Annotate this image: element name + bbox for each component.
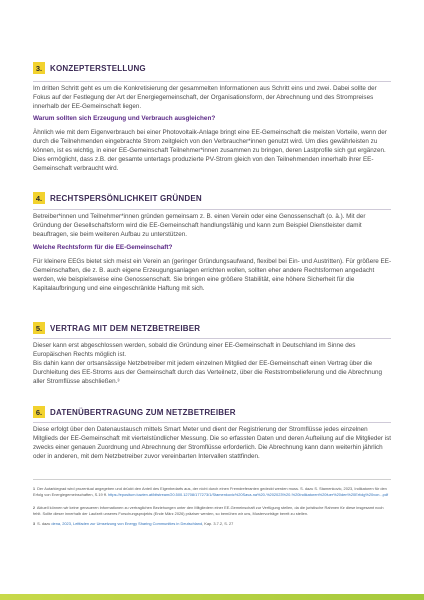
- footnote-divider: [33, 479, 391, 480]
- section-title: DATENÜBERTRAGUNG ZUM NETZBETREIBER: [50, 407, 236, 417]
- footnote-mark: 1: [33, 487, 35, 491]
- section-title: KONZEPTERSTELLUNG: [50, 63, 146, 73]
- section-question: Warum sollten sich Erzeugung und Verbrauch ausgleichen?: [33, 115, 216, 122]
- section-title: RECHTSPERSÖNLICHKEIT GRÜNDEN: [50, 193, 202, 203]
- footnote-text: S. dazu: [37, 521, 51, 526]
- footnote-text: Aktuell können wir keine genaueren Informationen zu vertraglichen Beziehungen unter den Mitgliedern einer EE-Gemeinschaft zur Verfügung stellen, da die juristische Rahmen für diese insgesamt noch fehlt. Sollte dieser innerhalb der Laufzeit unseres Forschungsprojekts (Ende März 2026) präziser werden, so bemühen wir uns, Mustervorträge bereit zu stellen.: [33, 505, 384, 517]
- section-paragraph: Betreiber*innen und Teilnehmer*innen gründen gemeinsam z. B. einen Verein oder eine Genossenschaft (o. ä.). Mit der Gründung der Gesellschaftsform wird die EE-Gemeinschaft handlungsfähig und kann zum Beispiel Dienstleister damit beauftragen, sie beim weiteren Aufbau zu unterstützen.: [33, 213, 366, 238]
- footnote-link[interactable]: https://epositum.tuwien.at/bitstream/20.500.12708/177273/1/Stamenkovic%20Sava-na%20-%202023%20-%20Indikatoren%20fuer%20den%20Erfolg%20von...pdf: [108, 492, 389, 498]
- section-4-header: [33, 192, 202, 204]
- section-paragraph: Dieser kann erst abgeschlossen werden, sobald die Gründung einer EE-Gemeinschaft in Deutschland im Sinne des Europäischen Rechts möglich ist.: [33, 342, 356, 358]
- footnote-link[interactable]: dena, 2023, Leitfaden zur Umsetzung von Energy Sharing Communities in Deutschland: [51, 521, 203, 526]
- section-answer: Für kleinere EEGs bietet sich meist ein Verein an (geringer Gründungsaufwand, flexibel bei Ein- und Austritten). Für größere EE-Gemeinschaften, die z. B. auch eigene Erzeugungsanlagen errichten wollen, sollten eher andere Rechtsformen angedacht werden, wie beispielsweise eine Genossenschaft. Sie bringen eine größere Stabilität, eine höhere Sicherheit für die Kapitalaufbringung und eine eingeschränkte Haftung mit sich.: [33, 258, 392, 292]
- section-title: VERTRAG MIT DEM NETZBETREIBER: [50, 323, 201, 333]
- section-paragraph: Im dritten Schritt geht es um die Konkretisierung der gesammelten Informationen aus Schritt eins und zwei. Dabei sollte der Fokus auf der Festlegung der Art der Energiegemeinschaft, der Organisationsform, der Abrechnung und des Strompreises innerhalb der EE-Gemeinschaft liegen.: [33, 85, 377, 110]
- section-3-header: [33, 62, 146, 74]
- section-divider: [33, 209, 391, 210]
- section-answer: Ähnlich wie mit dem Eigenverbrauch bei einer Photovoltaik-Anlage bringt eine EE-Gemeinschaft die meisten Vorteile, wenn der durch die Teilnehmenden eingebrachte Strom zeitgleich von den Verbraucher*innen genutzt wird. Um dies gewährleisten zu können, ist es wichtig, in einer EE-Gemeinschaft Teilnehmer*innen zusammen zu bringen, deren Lastprofile sich gut ergänzen. Dies ermöglicht, dass z.B. der gesamte untertags produzierte PV-Strom gleich von den Teilnehmenden innerhalb ihrer EE-Gemeinschaft verbraucht wird.: [33, 129, 387, 172]
- footnote-text-after: , Kap. 3.7.2, S. 27: [202, 521, 234, 526]
- section-question: Welche Rechtsform für die EE-Gemeinschaft?: [33, 244, 173, 251]
- section-paragraph: Diese erfolgt über den Datenaustausch mittels Smart Meter und dient der Registrierung der Stromflüsse jedes einzelnen Mitglieds der EE-Gemeinschaft mit viertelstündlicher Messung. Die so erfassten Daten und deren Aufteilung auf die Mitglieder ist zwecks einer genauen Zuordnung und Abrechnung der Stromflüsse erforderlich. Die Abrechnung kann dann weiterhin jährlich oder in anderen, mit dem Netzbetreiber zuvor vereinbarten Intervallen stattfinden.: [33, 426, 392, 460]
- footnote-text: Der Autarkiegrad wird prozentual angegeben und drückt den Anteil des Eigenbedarfs aus, der nicht durch einen Fremdreferanten gedeckt werden muss. S. dazu S. Stamenkovic, 2023, Indikatoren für den Erfolg von Energiegemeinschaften, S.19 ff.: [33, 486, 387, 498]
- section-number-badge: 3.: [33, 62, 45, 74]
- footnote-1: [33, 486, 391, 498]
- section-6-header: [33, 406, 236, 418]
- footnote-mark: 2: [33, 506, 35, 510]
- section-divider: [33, 338, 391, 339]
- footnote-3: [33, 521, 391, 527]
- page-bottom-bar: [0, 594, 424, 600]
- section-number-badge: 5.: [33, 322, 45, 334]
- section-divider: [33, 422, 391, 423]
- footnote-2: [33, 505, 391, 517]
- section-paragraph: Bis dahin kann der ortsansässige Netzbetreiber mit jedem einzelnen Mitglied der EE-Gemeinschaft einen Vertrag über die Durchleitung des EE-Stroms aus der Gemeinschaft durch das Verteilnetz, über die Reststrombelieferung und die Abrechnung aller Stromflüsse abschließen.³: [33, 360, 382, 385]
- section-divider: [33, 81, 391, 82]
- section-number-badge: 6.: [33, 406, 45, 418]
- section-5-header: [33, 322, 200, 334]
- section-number-badge: 4.: [33, 192, 45, 204]
- footnote-mark: 3: [33, 522, 35, 526]
